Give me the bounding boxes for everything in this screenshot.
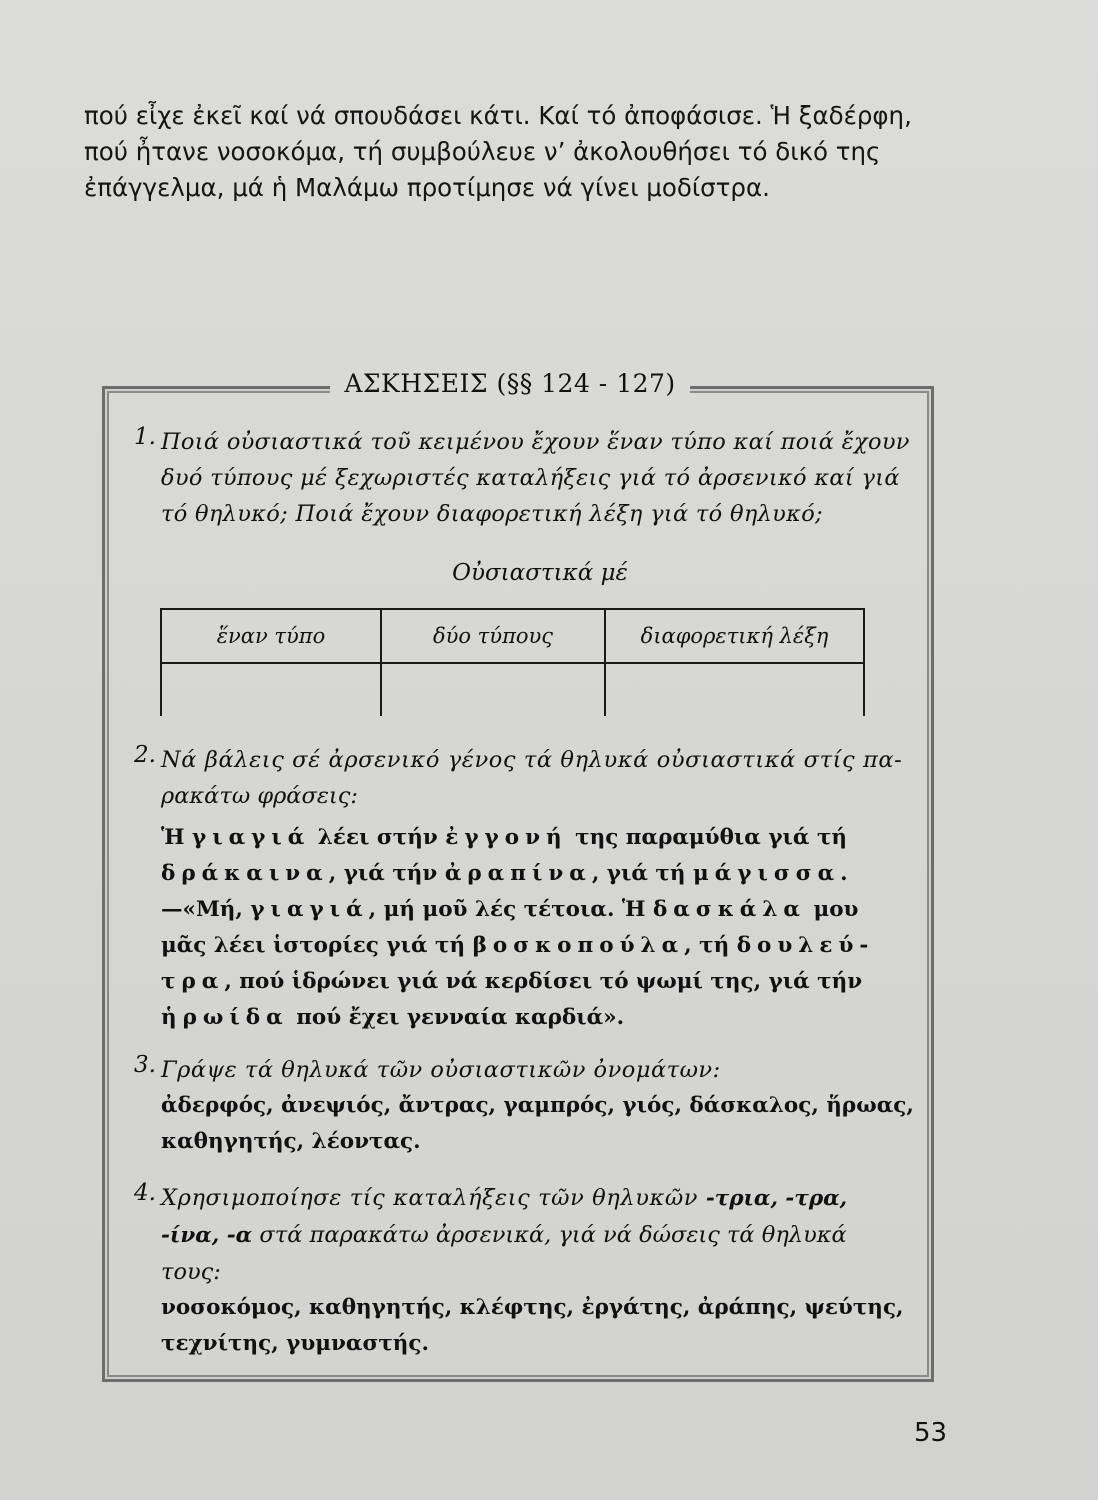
spaced-word: βοσκοπούλα xyxy=(472,933,685,958)
exercise-line: ρακάτω φράσεις: xyxy=(161,783,358,809)
exercise-line: τους: xyxy=(161,1259,221,1285)
exercises-title: ΑΣΚΗΣΕΙΣ (§§ 124 - 127) xyxy=(330,365,690,403)
spaced-word: ἐγγονή xyxy=(445,825,568,850)
table-cell xyxy=(161,663,381,716)
table-header-cell: δύο τύπους xyxy=(381,609,605,663)
intro-line: πού ἦτανε νοσοκόμα, τή συμβούλευε ν’ ἀκολουθήσει τό δικό της xyxy=(84,137,881,166)
spaced-word: γιαγιά xyxy=(192,825,311,850)
ending-list: -ίνα, -α xyxy=(161,1223,253,1248)
passage-text: της παραμύθια γιά τή xyxy=(567,825,848,850)
spaced-word: δράκαινα xyxy=(161,861,329,886)
table-header-cell: ἕναν τύπο xyxy=(161,609,381,663)
passage-text: μᾶς λέει ἱστορίες γιά τή xyxy=(161,933,473,958)
table-cell xyxy=(605,663,864,716)
passage-text: —«Μή, xyxy=(161,897,251,922)
exercise-line: Γράψε τά θηλυκά τῶν οὐσιαστικῶν ὀνομάτων: xyxy=(161,1057,721,1083)
exercise-4 xyxy=(112,1180,912,1362)
spaced-word: γιαγιά xyxy=(250,897,369,922)
ending-list: -τρια, -τρα, xyxy=(705,1186,848,1211)
passage-line xyxy=(161,892,912,928)
passage-text: , γιά τή xyxy=(591,861,694,886)
spaced-word: δουλεύ- xyxy=(736,933,875,958)
word-list-line: ἀδερφός, ἀνεψιός, ἄντρας, γαμπρός, γιός, δάσκαλος, ἥρωας, xyxy=(161,1093,914,1118)
exercise-text: Χρησιμοποίησε τίς καταλήξεις τῶν θηλυκῶν xyxy=(161,1185,706,1211)
spaced-word: ἀραπίνα xyxy=(444,861,592,886)
exercise-2 xyxy=(112,742,912,1036)
exercise-text: στά παρακάτω ἀρσενικά, γιά νά δώσεις τά θηλυκά xyxy=(252,1222,847,1248)
exercise-line: δυό τύπους μέ ξεχωριστές καταλήξεις γιά τό ἀρσενικό καί γιά xyxy=(161,465,900,491)
exercise-number: 1. xyxy=(134,424,156,450)
passage-text: λέει στήν xyxy=(310,825,446,850)
exercise-line xyxy=(161,1180,912,1217)
intro-line: πού εἶχε ἐκεῖ καί νά σπουδάσει κάτι. Καί τό ἀποφάσισε. Ἡ ξαδέρφη, xyxy=(84,101,912,130)
passage-text: πού ἔχει γενναία καρδιά». xyxy=(288,1005,625,1030)
exercise-line: τό θηλυκό; Ποιά ἔχουν διαφορετική λέξη γιά τό θηλυκό; xyxy=(161,501,823,527)
exercise-3 xyxy=(112,1052,912,1160)
spaced-word: ἡρωίδα xyxy=(161,1005,289,1030)
passage-line xyxy=(161,856,912,892)
intro-line: ἐπάγγελμα, μά ἡ Μαλάμω προτίμησε νά γίνει μοδίστρα. xyxy=(84,173,770,202)
passage-text: Ἡ xyxy=(161,825,193,850)
spaced-word: μάγισσα xyxy=(693,861,841,886)
passage-line xyxy=(161,928,912,964)
passage-text: , γιά τήν xyxy=(328,861,445,886)
exercise-line: Νά βάλεις σέ ἀρσενικό γένος τά θηλυκά οὐσιαστικά στίς πα- xyxy=(161,747,903,773)
spaced-word: τρα xyxy=(161,969,225,994)
exercise-1 xyxy=(112,424,912,532)
word-list-line: νοσοκόμος, καθηγητής, κλέφτης, ἐργάτης, ἀράπης, ψεύτης, xyxy=(161,1295,904,1320)
passage-line xyxy=(161,964,912,1000)
exercise-line xyxy=(161,1217,912,1254)
exercise-number: 2. xyxy=(134,742,156,768)
passage-text: . xyxy=(840,861,848,886)
exercise-number: 4. xyxy=(134,1180,156,1206)
passage-text: , πού ἱδρώνει γιά νά κερδίσει τό ψωμί της, γιά τήν xyxy=(224,969,863,994)
passage-text: , τή xyxy=(684,933,737,958)
word-list-line: καθηγητής, λέοντας. xyxy=(161,1129,421,1154)
page-number: 53 xyxy=(914,1418,948,1448)
passage-text: μου xyxy=(805,897,859,922)
passage-text: , μή μοῦ λές τέτοια. Ἡ xyxy=(368,897,653,922)
exercise-line: Ποιά οὐσιαστικά τοῦ κειμένου ἔχουν ἕναν τύπο καί ποιά ἔχουν xyxy=(161,429,910,455)
table-cell xyxy=(381,663,605,716)
exercise-passage xyxy=(161,820,912,1036)
intro-paragraph xyxy=(84,98,946,206)
exercise-number: 3. xyxy=(134,1052,156,1078)
word-list-line: τεχνίτης, γυμναστής. xyxy=(161,1331,429,1356)
spaced-word: δασκάλα xyxy=(652,897,806,922)
table-caption: Οὐσιαστικά μέ xyxy=(452,560,628,586)
answer-table xyxy=(160,608,865,716)
passage-line xyxy=(161,1000,912,1036)
passage-line xyxy=(161,820,912,856)
table-header-cell: διαφορετική λέξη xyxy=(605,609,864,663)
